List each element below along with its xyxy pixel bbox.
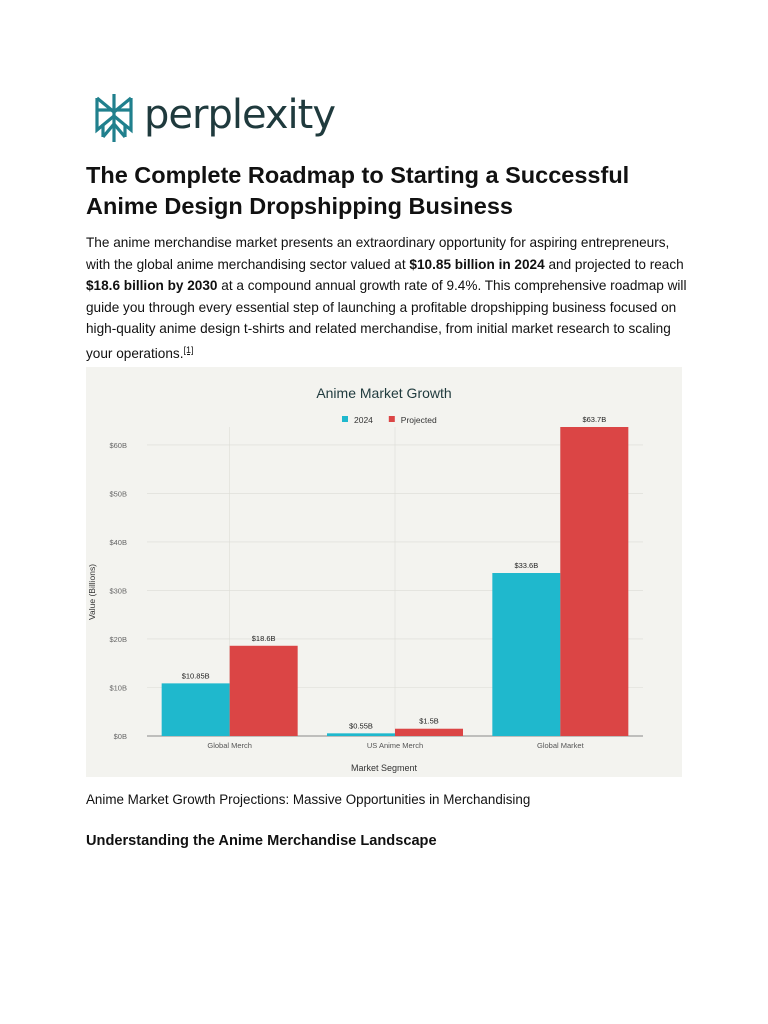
y-tick-label: $40B (109, 537, 127, 547)
y-tick-label: $60B (109, 440, 127, 450)
legend-label-0: 2024 (354, 415, 373, 425)
legend-swatch-1 (389, 416, 395, 422)
x-tick-label: US Anime Merch (366, 741, 424, 750)
intro-text-1: The anime merchandise market presents an extraordinary opportunity for aspiring entrepreneurs, with the global anime merchandising sector valued at (86, 235, 670, 272)
bar-projected-2 (560, 427, 628, 736)
bar-projected-1 (395, 729, 463, 736)
intro-text-2: and projected to reach (544, 256, 684, 272)
x-tick-label: Global Merch (207, 741, 252, 750)
legend-swatch-0 (342, 416, 348, 422)
intro-highlight-2024: $10.85 billion in 2024 (409, 256, 545, 272)
chart-title: Anime Market Growth (316, 385, 452, 401)
intro-highlight-2030: $18.6 billion by 2030 (86, 278, 218, 294)
legend-label-1: Projected (400, 415, 437, 425)
y-tick-label: $10B (109, 683, 127, 693)
data-label: $1.5B (419, 716, 439, 726)
data-label: $33.6B (514, 561, 539, 571)
y-axis-label: Value (Billions) (87, 563, 97, 621)
chart-container (86, 367, 682, 777)
bar-projected-0 (230, 646, 298, 736)
intro-text-3: at a compound annual growth rate of 9.4%. This comprehensive roadmap will guide you through every essential step of launching a profitable dropshipping business focused on high-quality anime design t-shirts and related merchandise, from initial market research to scaling your operations. (86, 278, 687, 361)
perplexity-logo (93, 92, 335, 144)
brand-name: perplexity (144, 92, 335, 138)
y-tick-label: $0B (113, 732, 127, 741)
data-label: $10.85B (181, 671, 210, 681)
page-title: The Complete Roadmap to Starting a Successful Anime Design Dropshipping Business (86, 162, 630, 219)
citation-link[interactable]: [1] (183, 344, 194, 355)
bar-2024-0 (162, 683, 230, 736)
market-growth-chart (86, 367, 682, 777)
x-axis-label: Market Segment (350, 763, 418, 773)
figure-caption: Anime Market Growth Projections: Massive Opportunities in Merchandising (86, 792, 531, 807)
bar-2024-2 (492, 573, 560, 736)
bar-2024-1 (327, 733, 395, 736)
data-label: $63.7B (582, 415, 607, 424)
data-label: $18.6B (251, 633, 276, 643)
y-tick-label: $50B (109, 489, 127, 499)
section-heading: Understanding the Anime Merchandise Landscape (86, 833, 437, 849)
y-tick-label: $20B (109, 634, 127, 644)
data-label: $0.55B (349, 721, 373, 731)
y-tick-label: $30B (109, 586, 127, 596)
perplexity-logo-icon (93, 92, 135, 144)
intro-paragraph (86, 232, 692, 365)
x-tick-label: Global Market (536, 741, 584, 750)
